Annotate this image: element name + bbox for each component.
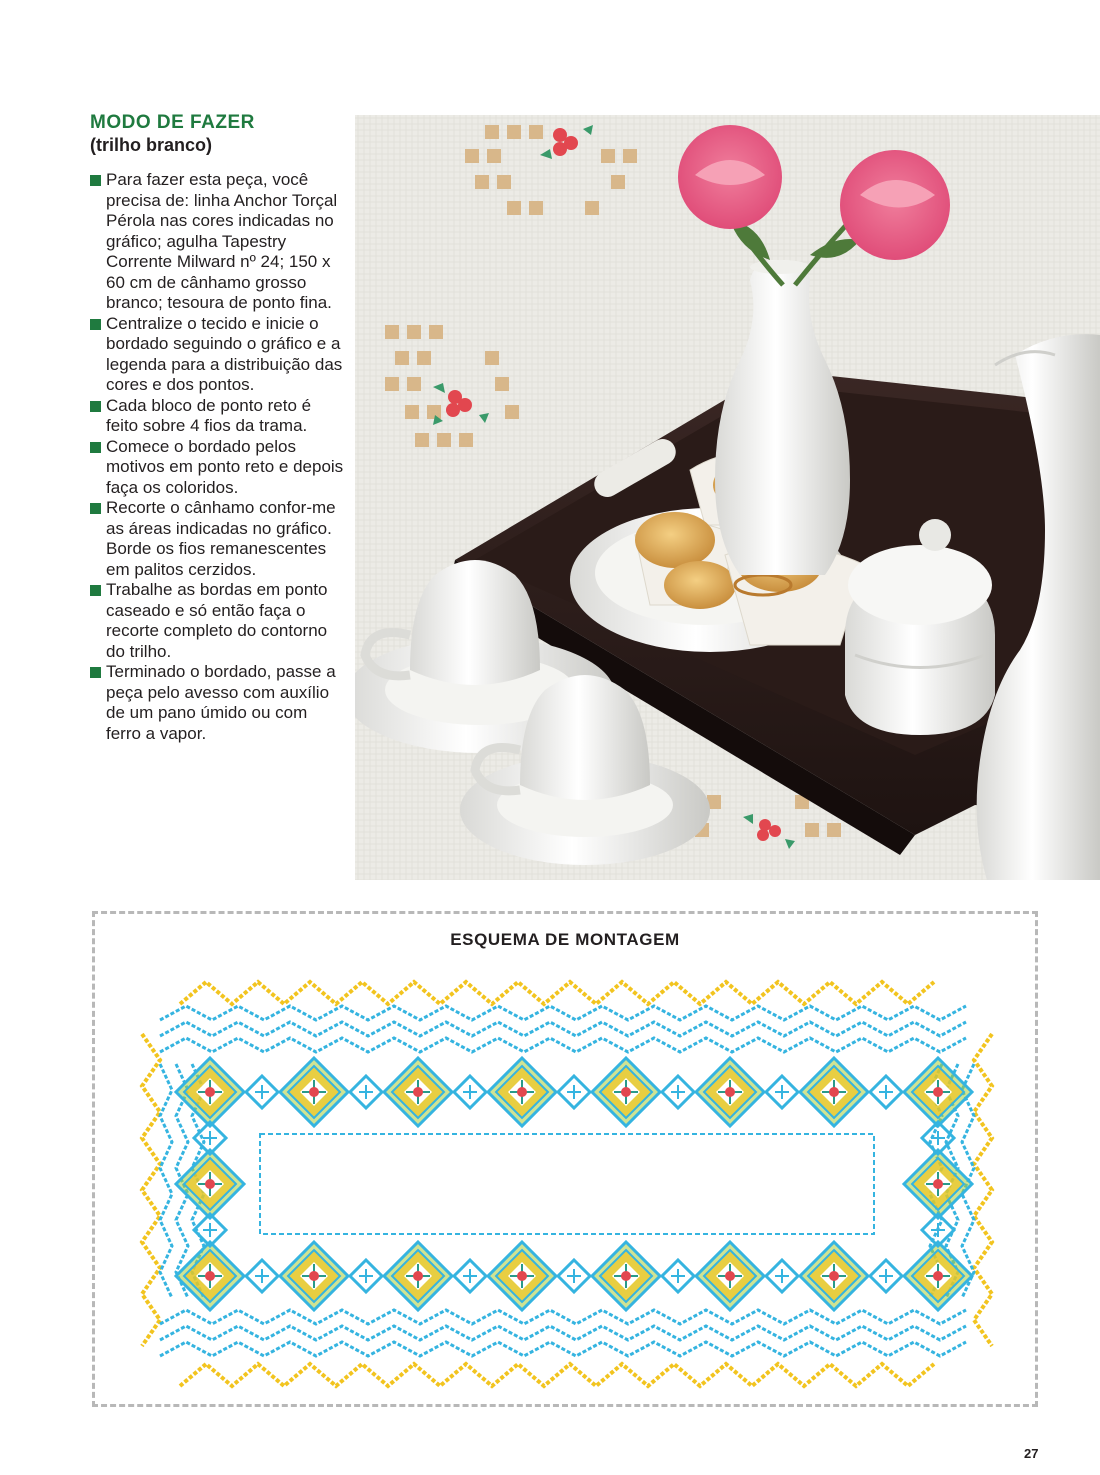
small-cross	[359, 1085, 373, 1099]
step-text: Comece o bordado pelos motivos em ponto reto e depois faça os coloridos.	[106, 436, 344, 497]
section-title: MODO DE FAZER	[90, 112, 255, 133]
flower-center	[309, 1087, 319, 1097]
small-cross	[567, 1269, 581, 1283]
assembly-diagram	[92, 911, 1038, 1407]
flower-center	[933, 1087, 943, 1097]
zigzag-border	[142, 1034, 160, 1346]
inner-frame	[260, 1134, 874, 1234]
zigzag-border	[180, 1364, 934, 1386]
step-item	[90, 314, 346, 396]
zigzag-border	[160, 1342, 966, 1356]
step-text: Trabalhe as bordas em ponto caseado e só então faça o recorte completo do contorno do trilho.	[106, 580, 328, 661]
square-bullet-icon	[90, 503, 101, 514]
small-cross	[931, 1131, 945, 1145]
zigzag-border	[160, 1038, 966, 1052]
flower-center	[205, 1271, 215, 1281]
zigzag-border	[160, 1326, 966, 1340]
square-bullet-icon	[90, 319, 101, 330]
flower-center	[621, 1087, 631, 1097]
flower-center	[517, 1271, 527, 1281]
small-cross	[255, 1085, 269, 1099]
step-item	[90, 437, 346, 499]
flower-center	[725, 1271, 735, 1281]
square-bullet-icon	[90, 667, 101, 678]
small-cross	[671, 1269, 685, 1283]
step-text: Terminado o bordado, passe a peça pelo avesso com auxílio de um pano úmido ou com ferro a vapor.	[106, 662, 336, 743]
flower-center	[413, 1087, 423, 1097]
small-cross	[255, 1269, 269, 1283]
flower-center	[413, 1271, 423, 1281]
small-cross	[879, 1085, 893, 1099]
flower-center	[517, 1087, 527, 1097]
small-cross	[671, 1085, 685, 1099]
flower-center	[621, 1271, 631, 1281]
flower-center	[829, 1271, 839, 1281]
flower-center	[205, 1087, 215, 1097]
small-cross	[359, 1269, 373, 1283]
product-photo	[355, 115, 1100, 880]
flower-center	[205, 1179, 215, 1189]
step-text: Centralize o tecido e inicie o bordado seguindo o gráfico e a legenda para a distribuição das cores e dos pontos.	[106, 313, 343, 394]
zigzag-border	[160, 1006, 966, 1020]
small-cross	[775, 1269, 789, 1283]
flower-center	[933, 1271, 943, 1281]
square-bullet-icon	[90, 442, 101, 453]
square-bullet-icon	[90, 585, 101, 596]
zigzag-border	[160, 1310, 966, 1324]
small-cross	[931, 1223, 945, 1237]
step-text: Recorte o cânhamo confor-me as áreas indicadas no gráfico. Borde os fios remanescentes em palitos cerzidos.	[106, 498, 336, 579]
step-text: Para fazer esta peça, você precisa de: linha Anchor Torçal Pérola nas cores indicadas no gráfico; agulha Tapestry Corrente Milward nº 24; 150 x 60 cm de cânhamo grosso branco; tesoura de ponto fina.	[106, 170, 338, 312]
step-text: Cada bloco de ponto reto é feito sobre 4 fios da trama.	[106, 395, 312, 435]
flower-center	[829, 1087, 839, 1097]
instructions-column	[90, 112, 346, 744]
steps-list	[90, 170, 346, 744]
square-bullet-icon	[90, 175, 101, 186]
flower-center	[309, 1271, 319, 1281]
flower-center	[933, 1179, 943, 1189]
step-item	[90, 662, 346, 744]
tea-tray-illustration	[355, 115, 1100, 880]
section-subtitle: (trilho branco)	[90, 135, 212, 155]
flower-center	[725, 1087, 735, 1097]
step-item	[90, 170, 346, 314]
step-item	[90, 580, 346, 662]
small-cross	[463, 1085, 477, 1099]
zigzag-border	[160, 1064, 172, 1298]
diagram-title: ESQUEMA DE MONTAGEM	[450, 930, 680, 949]
step-item	[90, 498, 346, 580]
square-bullet-icon	[90, 401, 101, 412]
page-number: 27	[1024, 1446, 1039, 1461]
step-item	[90, 396, 346, 437]
small-cross	[463, 1269, 477, 1283]
zigzag-border	[160, 1022, 966, 1036]
runner-pattern-diagram	[120, 974, 1014, 1394]
zigzag-border	[974, 1034, 992, 1346]
zigzag-border	[180, 982, 934, 1004]
small-cross	[203, 1223, 217, 1237]
small-cross	[879, 1269, 893, 1283]
small-cross	[775, 1085, 789, 1099]
small-cross	[567, 1085, 581, 1099]
